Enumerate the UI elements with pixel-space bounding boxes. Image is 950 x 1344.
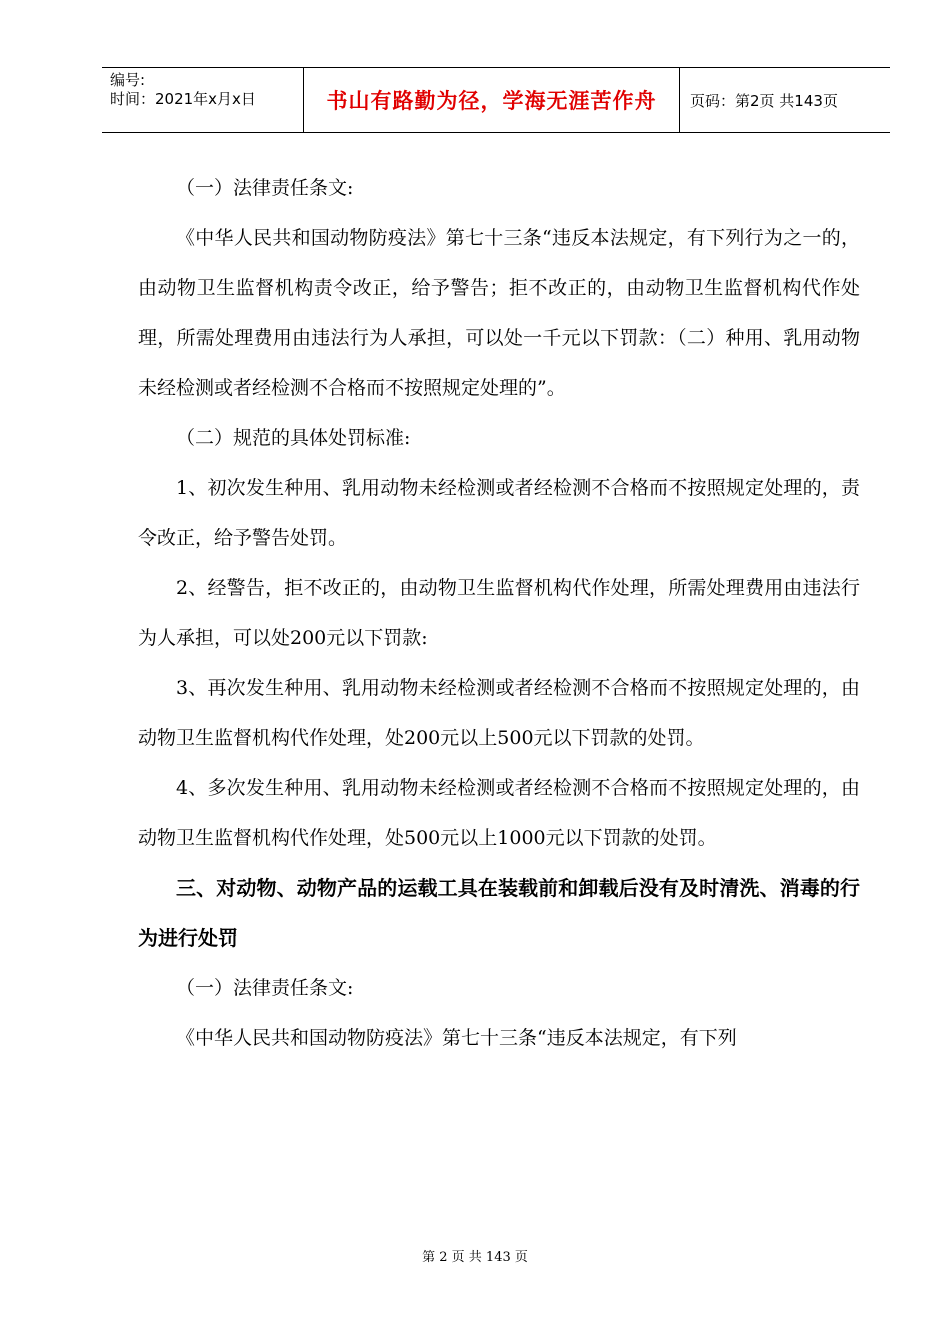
list-item: 1、初次发生种用、乳用动物未经检测或者经检测不合格而不按照规定处理的，责令改正，给予警告处罚。 bbox=[138, 477, 860, 549]
section-subtitle: （一）法律责任条文: bbox=[176, 177, 354, 199]
paragraph: 《中华人民共和国动物防疫法》第七十三条“违反本法规定，有下列 bbox=[176, 1027, 737, 1049]
section-subtitle: （一）法律责任条文: bbox=[176, 977, 354, 999]
header-page-info: 页码：第2页 共143页 bbox=[690, 91, 838, 110]
list-item: 2、经警告，拒不改正的，由动物卫生监督机构代作处理，所需处理费用由违法行为人承担，可以处200元以下罚款: bbox=[138, 577, 860, 649]
date-label: 时间：2021年x月x日 bbox=[110, 90, 256, 108]
section-heading: 三、对动物、动物产品的运载工具在装载前和卸载后没有及时清洗、消毒的行为进行处罚 bbox=[138, 876, 860, 950]
section-subtitle: （二）规范的具体处罚标准: bbox=[176, 427, 411, 449]
page-header bbox=[102, 67, 890, 133]
document-body bbox=[138, 163, 860, 1063]
page-footer: 第 2 页 共 143 页 bbox=[422, 1250, 528, 1265]
number-label: 编号: bbox=[110, 71, 146, 89]
header-meta bbox=[102, 68, 304, 132]
header-motto: 书山有路勤为径，学海无涯苦作舟 bbox=[304, 68, 680, 132]
paragraph: 《中华人民共和国动物防疫法》第七十三条“违反本法规定，有下列行为之一的，由动物卫生监督机构责令改正，给予警告；拒不改正的，由动物卫生监督机构代作处理，所需处理费用由违法行为人承担，可以处一千元以下罚款：（二）种用、乳用动物未经检测或者经检测不合格而不按照规定处理的”。 bbox=[138, 227, 860, 399]
list-item: 3、再次发生种用、乳用动物未经检测或者经检测不合格而不按照规定处理的，由动物卫生监督机构代作处理，处200元以上500元以下罚款的处罚。 bbox=[138, 677, 860, 749]
list-item: 4、多次发生种用、乳用动物未经检测或者经检测不合格而不按照规定处理的，由动物卫生监督机构代作处理，处500元以上1000元以下罚款的处罚。 bbox=[138, 777, 860, 849]
